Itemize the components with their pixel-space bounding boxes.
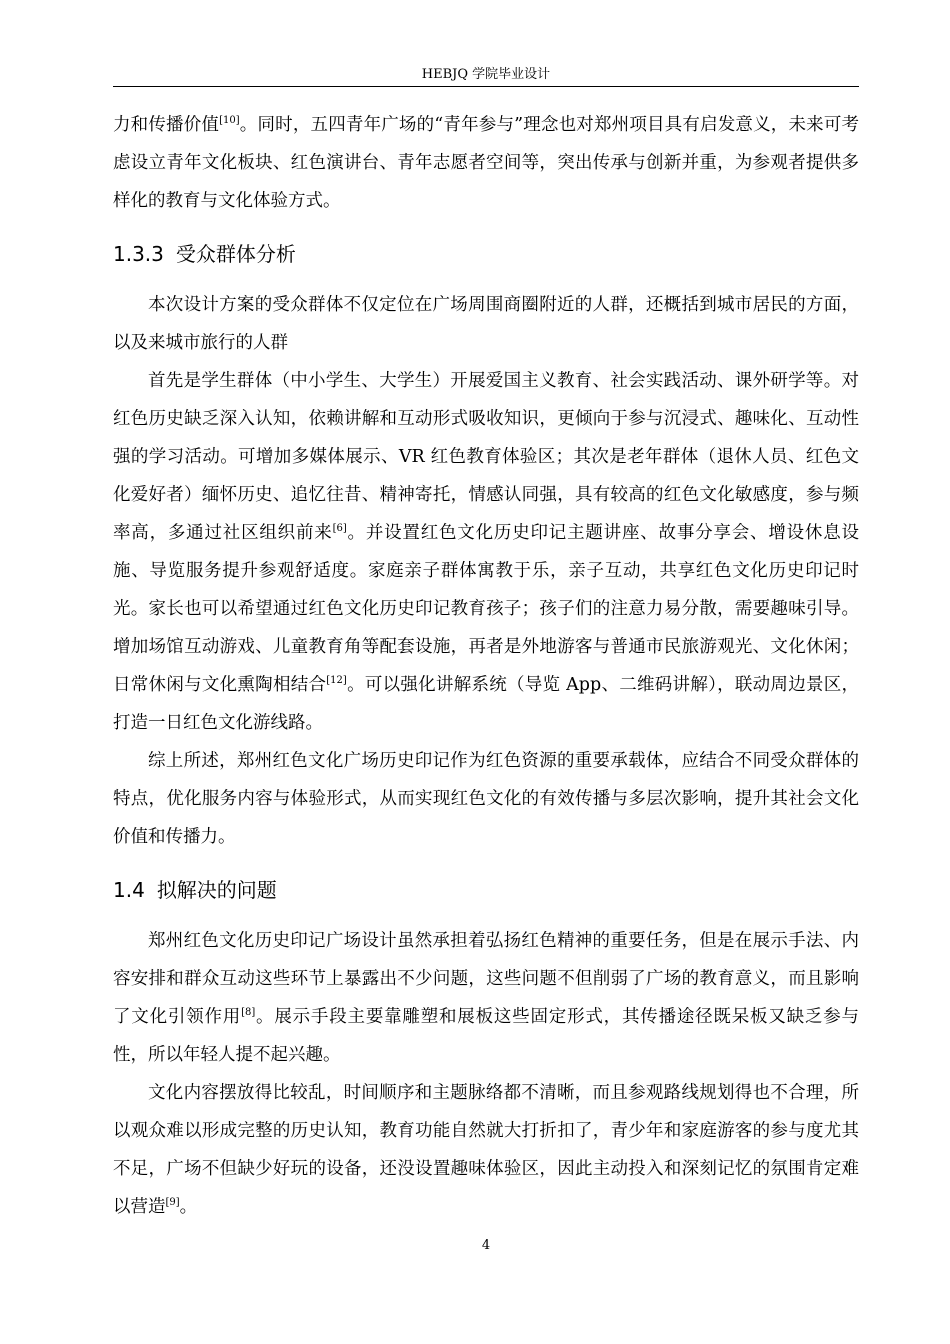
problems-text-c: 文化内容摆放得比较乱，时间顺序和主题脉络都不清晰，而且参观路线规划得也不合理，所以观众难以形成完整的历史认知，教育功能自然就大打折扣了，青少年和家庭游客的参与度尤其不足，广场不但缺少好玩的设备，还没设置趣味体验区，因此主动投入和深刻记忆的氛围肯定难以营造: [113, 1083, 859, 1217]
section-title: 拟解决的问题: [156, 878, 277, 902]
page-footer: [113, 1236, 859, 1256]
citation-ref: [8]: [241, 1007, 256, 1019]
problems-paragraph-1: [113, 922, 859, 1074]
citation-ref: [6]: [332, 523, 347, 535]
problems-text-a: 郑州红色文化历史印记广场设计虽然承担着弘扬红色精神的重要任务，但是在展示手法、内容安排和群众互动这些环节上暴露出不少问题，这些问题不但削弱了广场的教育意义，而且影响了文化引领作用: [113, 931, 859, 1027]
problems-text-b: 。展示手段主要靠雕塑和展板这些固定形式，其传播途径既呆板又缺乏参与性，所以年轻人提不起兴趣。: [113, 1007, 860, 1065]
page-header: [113, 64, 859, 86]
problems-paragraph-2: [113, 1074, 859, 1226]
page-number: 4: [481, 1238, 491, 1253]
section-number: 1.4: [113, 878, 145, 902]
problems-text-d: 。: [179, 1197, 198, 1217]
citation-ref: [10]: [219, 115, 240, 127]
intro-paragraph: [113, 106, 859, 220]
section-number: 1.3.3: [113, 242, 164, 266]
header-rule: [113, 86, 859, 87]
citation-ref: [9]: [165, 1197, 180, 1209]
audience-paragraph-2: [113, 362, 859, 742]
audience-text-a: 首先是学生群体（中小学生、大学生）开展爱国主义教育、社会实践活动、课外研学等。对红色历史缺乏深入认知，依赖讲解和互动形式吸收知识，更倾向于参与沉浸式、趣味化、互动性强的学习活动。可增加多媒体展示、VR 红色教育体验区；其次是老年群体（退休人员、红色文化爱好者）缅怀历史、追忆往昔、精神寄托，情感认同强，具有较高的红色文化敏感度，参与频率高，多通过社区组织前来: [113, 371, 859, 543]
document-body: [113, 106, 859, 1226]
header-text: HEBJQ 学院毕业设计: [421, 67, 551, 82]
section-heading-1-4: [113, 858, 859, 922]
audience-text-c: 。可以强化讲解系统（导览 App、二维码讲解），联动周边景区，打造一日红色文化游线路。: [113, 675, 860, 733]
audience-text-b: 。并设置红色文化历史印记主题讲座、故事分享会、增设休息设施、导览服务提升参观舒适度。家庭亲子群体寓教于乐，亲子互动，共享红色文化历史印记时光。家长也可以希望通过红色文化历史印记教育孩子；孩子们的注意力易分散，需要趣味引导。增加场馆互动游戏、儿童教育角等配套设施，再者是外地游客与普通市民旅游观光、文化休闲；日常休闲与文化熏陶相结合: [113, 523, 860, 695]
section-heading-1-3-3: [113, 222, 859, 286]
audience-paragraph-3: 综上所述，郑州红色文化广场历史印记作为红色资源的重要承载体，应结合不同受众群体的特点，优化服务内容与体验形式，从而实现红色文化的有效传播与多层次影响，提升其社会文化价值和传播力。: [113, 751, 859, 847]
intro-text-b: 。同时，五四青年广场的“青年参与”理念也对郑州项目具有启发意义，未来可考虑设立青年文化板块、红色演讲台、青年志愿者空间等，突出传承与创新并重，为参观者提供多样化的教育与文化体验方式。: [113, 115, 860, 211]
citation-ref: [12]: [326, 675, 347, 687]
intro-text-a: 力和传播价值: [113, 115, 220, 135]
audience-paragraph-1: 本次设计方案的受众群体不仅定位在广场周围商圈附近的人群，还概括到城市居民的方面，以及来城市旅行的人群: [113, 295, 859, 353]
section-title: 受众群体分析: [175, 242, 296, 266]
